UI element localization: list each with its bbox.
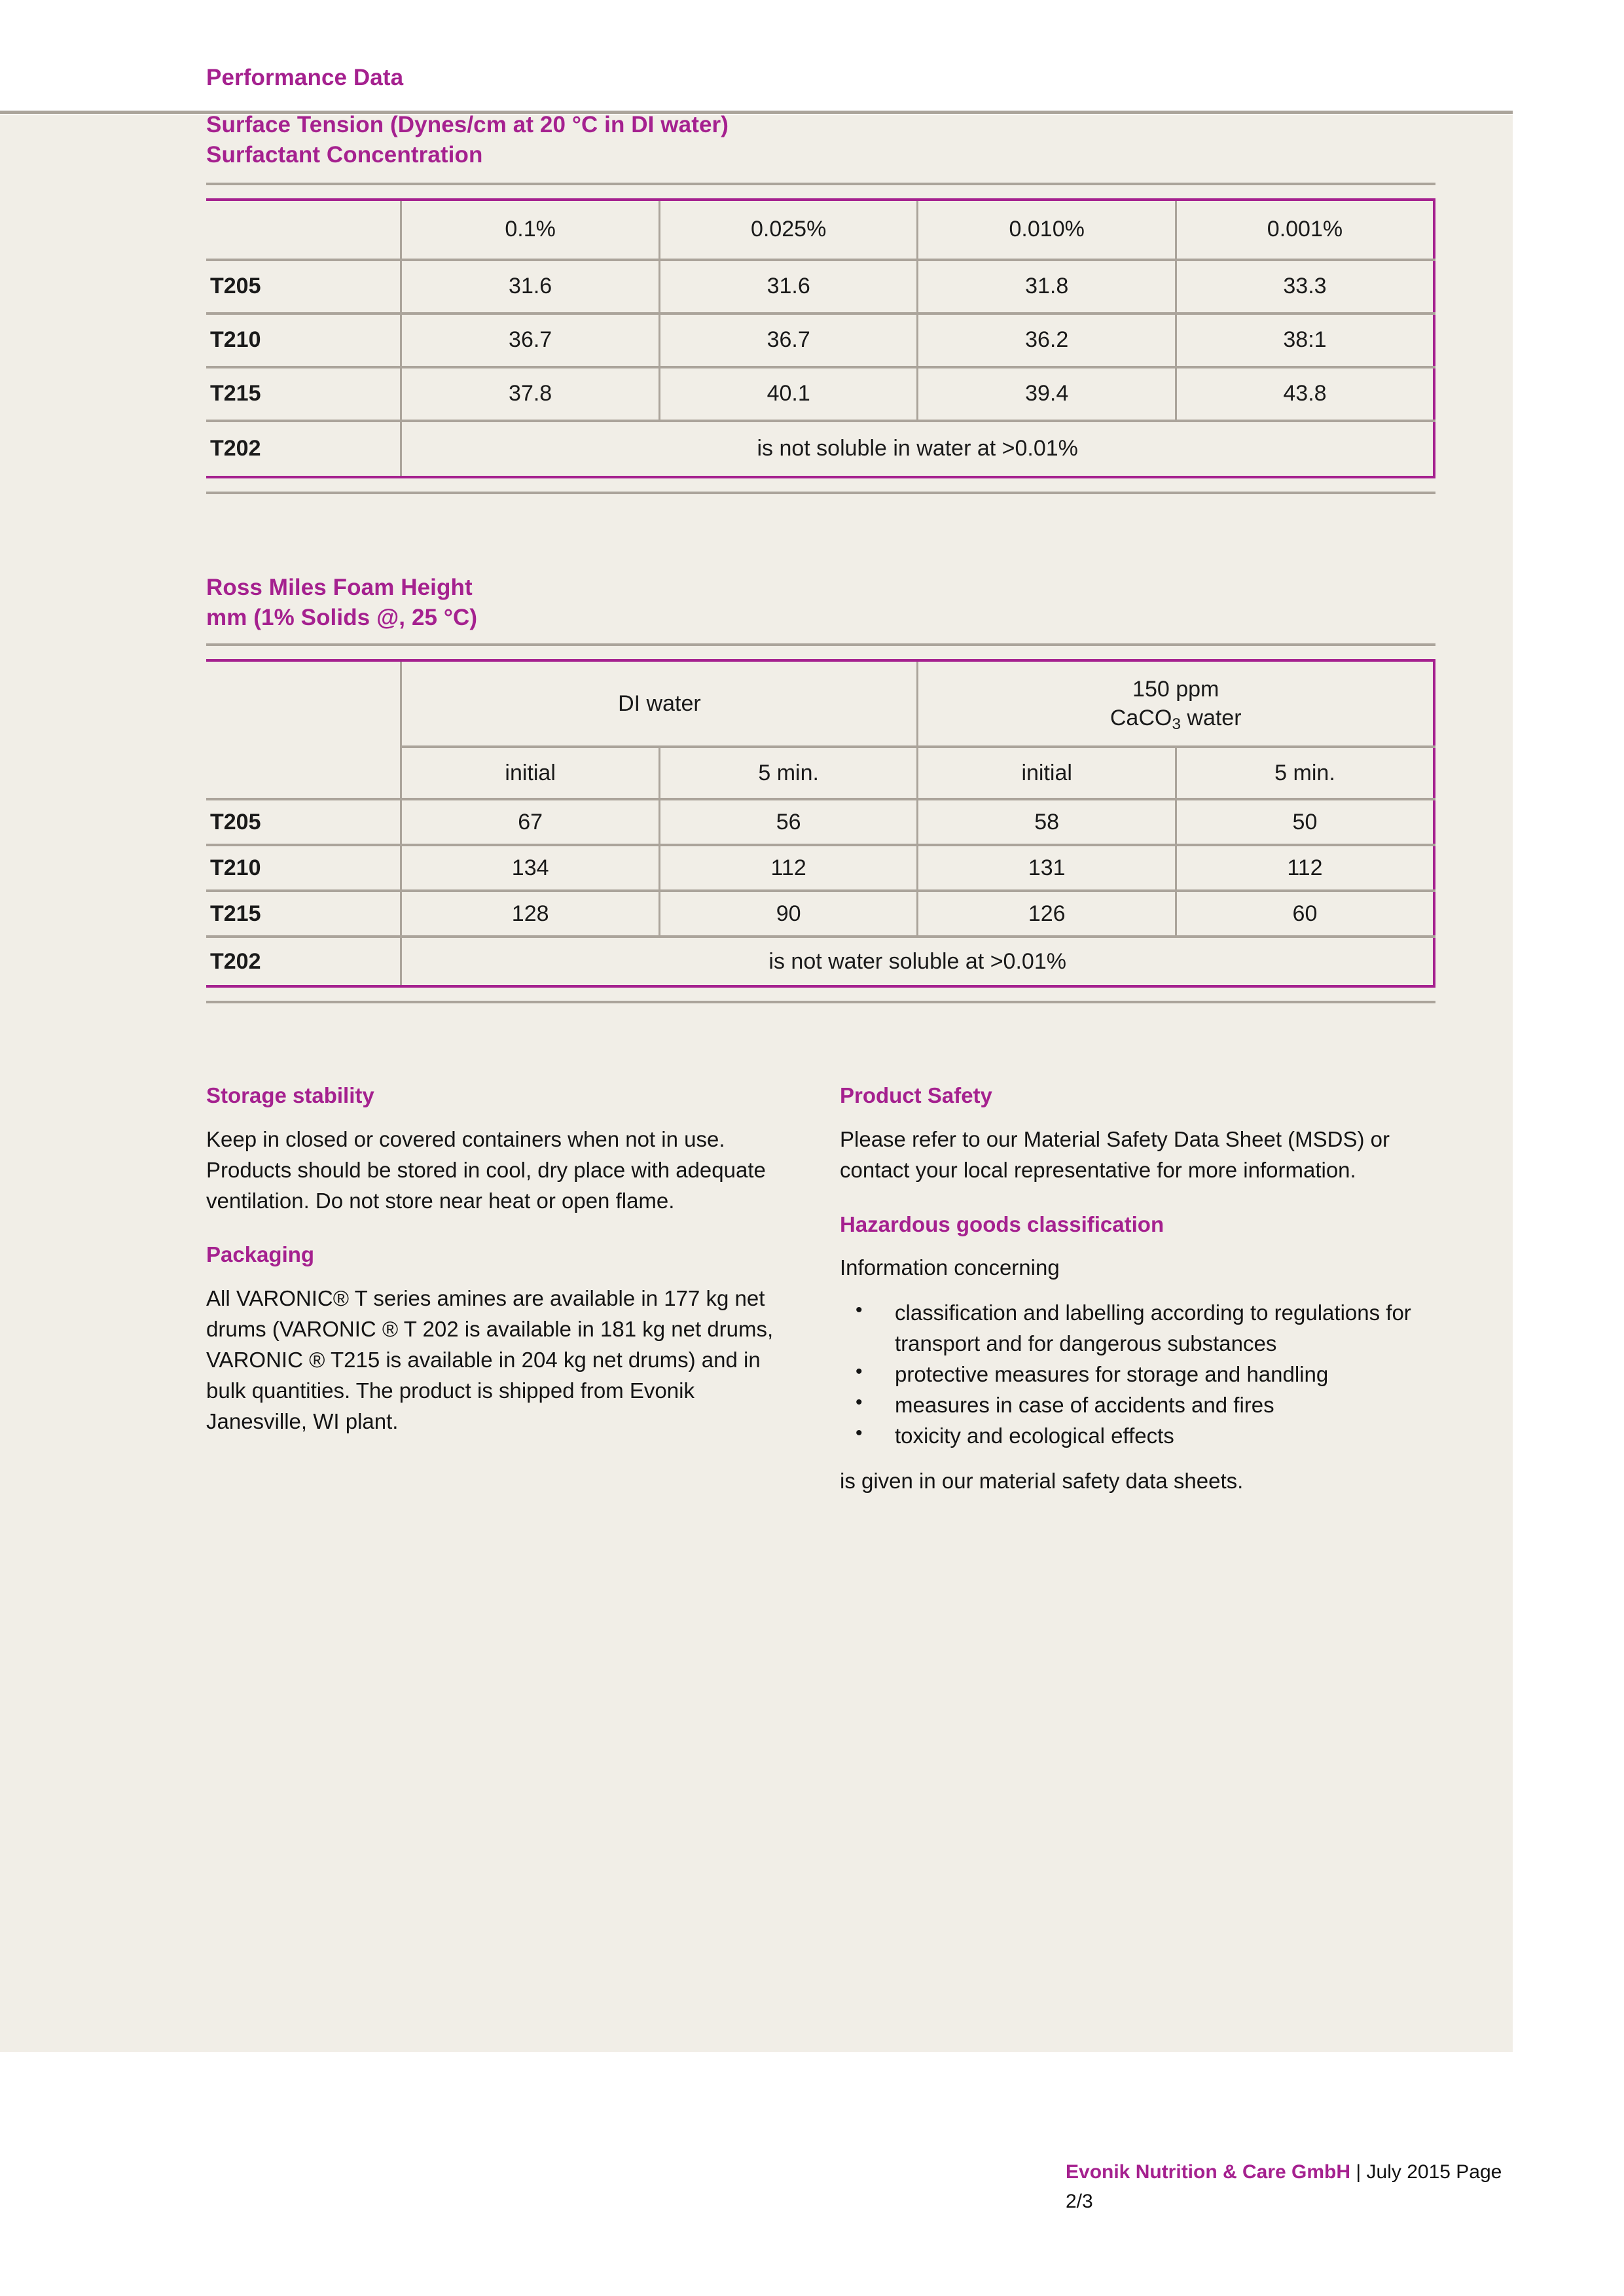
group-header-line1: 150 ppm [1132,676,1219,702]
cell: 112 [1176,845,1434,891]
two-column-section [206,1082,1435,1497]
table-row [206,845,1434,891]
packaging-body: All VARONIC® T series amines are available in 177 kg net drums (VARONIC ® T 202 is available in 181 kg net drums, VARONIC ® T215 is available in 204 kg net drums) and in bulk quantities. The product is shipped from Evonik Janesville, WI plant. [206,1286,774,1433]
group-header-line2-pre: CaCO [1110,705,1172,730]
column-header-0-001: 0.001% [1176,200,1434,260]
hazard-bullet-list [840,1298,1435,1451]
hazard-outro: is given in our material safety data sheets. [840,1468,1244,1493]
table-row [206,891,1434,937]
ross-miles-table [206,659,1435,988]
cell: 36.2 [918,314,1176,367]
subheader-di-5min: 5 min. [659,747,918,799]
row-label: T205 [206,799,401,845]
left-column [206,1082,840,1497]
group-header-line2-post: water [1180,705,1242,730]
table-row-note [206,421,1434,477]
footer-company-name: Evonik Nutrition & Care GmbH [1066,2161,1351,2183]
table-row [206,314,1434,367]
hazard-intro: Information concerning [840,1255,1060,1280]
cell: 58 [918,799,1176,845]
subheader-di-initial: initial [401,747,660,799]
cell: 50 [1176,799,1434,845]
cell: 60 [1176,891,1434,937]
cell: 40.1 [659,367,918,421]
solubility-note: is not soluble in water at >0.01% [401,421,1434,477]
table-group-header-row [206,660,1434,747]
table-row [206,367,1434,421]
group-header-caco3-water [918,660,1434,747]
list-item: • classification and labelling according to regulations for transport and for dangerous substances [840,1298,1435,1359]
cell: 128 [401,891,660,937]
row-label: T215 [206,367,401,421]
cell: 90 [659,891,918,937]
row-label: T202 [210,436,261,461]
surface-tension-title-line2: Surfactant Concentration [206,142,483,168]
cell: 43.8 [1176,367,1434,421]
group-header-di-water: DI water [401,660,918,747]
row-label: T215 [206,891,401,937]
cell: 36.7 [401,314,660,367]
table-row-note [206,937,1434,986]
cell: 37.8 [401,367,660,421]
cell: 38:1 [1176,314,1434,367]
group-header-blank [206,660,401,799]
ross-miles-title-line1: Ross Miles Foam Height [206,574,473,600]
cell: 33.3 [1176,260,1434,314]
surface-tension-table [206,198,1435,478]
list-item: • protective measures for storage and handling [840,1359,1435,1390]
storage-stability-heading: Storage stability [206,1083,374,1107]
list-item: • measures in case of accidents and fires [840,1390,1435,1421]
product-safety-heading: Product Safety [840,1083,992,1107]
packaging-heading: Packaging [206,1242,315,1267]
hazardous-goods-heading: Hazardous goods classification [840,1211,1164,1236]
ross-miles-title-line2: mm (1% Solids @, 25 °C) [206,604,478,630]
column-header-0-010: 0.010% [918,200,1176,260]
product-safety-body: Please refer to our Material Safety Data Sheet (MSDS) or contact your local representative for more information. [840,1126,1390,1182]
cell: 134 [401,845,660,891]
group-header-subscript: 3 [1172,715,1181,733]
table-header-row [206,200,1434,260]
cell: 56 [659,799,918,845]
column-header-blank [206,200,401,260]
surface-tension-title-line1: Surface Tension (Dynes/cm at 20 °C in DI water) [206,112,729,138]
row-label: T210 [206,845,401,891]
cell: 126 [918,891,1176,937]
row-label: T205 [206,260,401,314]
subheader-caco3-initial: initial [918,747,1176,799]
page-content [206,63,1435,1496]
cell: 36.7 [659,314,918,367]
cell: 31.6 [659,260,918,314]
row-label: T210 [206,314,401,367]
cell: 112 [659,845,918,891]
list-item: • toxicity and ecological effects [840,1421,1435,1452]
cell: 39.4 [918,367,1176,421]
solubility-note: is not water soluble at >0.01% [401,937,1434,986]
cell: 31.8 [918,260,1176,314]
footer-meta: | July 2015 Page 2/3 [1066,2161,1502,2212]
page-title: Performance Data [206,65,404,90]
column-header-0-1: 0.1% [401,200,660,260]
cell: 31.6 [401,260,660,314]
page-footer [1066,2157,1524,2216]
cell: 67 [401,799,660,845]
right-column [840,1082,1435,1497]
column-header-0-025: 0.025% [659,200,918,260]
table-row [206,799,1434,845]
row-label: T202 [210,948,261,974]
subheader-caco3-5min: 5 min. [1176,747,1434,799]
cell: 131 [918,845,1176,891]
storage-stability-body: Keep in closed or covered containers when not in use. Products should be stored in cool, dry place with adequate ventilation. Do not store near heat or open flame. [206,1126,766,1213]
table-row [206,260,1434,314]
